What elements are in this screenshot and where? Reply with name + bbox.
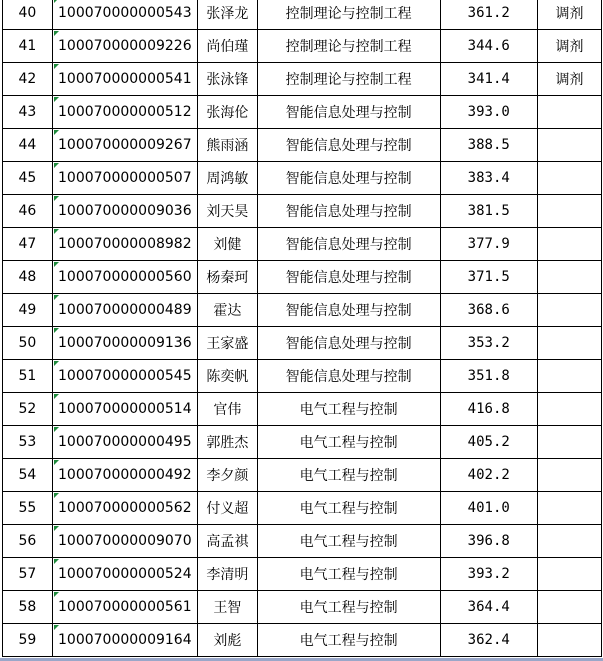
major-name: 智能信息处理与控制 — [257, 162, 440, 195]
remark — [537, 492, 601, 525]
total-score: 364.4 — [440, 591, 537, 624]
candidate-id: 100070000000561 — [52, 591, 197, 624]
major-name: 控制理论与控制工程 — [257, 63, 440, 96]
total-score: 416.8 — [440, 393, 537, 426]
remark — [537, 360, 601, 393]
candidate-id: 100070000009164 — [52, 624, 197, 657]
total-score: 362.4 — [440, 624, 537, 657]
major-name: 控制理论与控制工程 — [257, 0, 440, 30]
major-name: 智能信息处理与控制 — [257, 261, 440, 294]
candidate-name: 陈奕帆 — [197, 360, 257, 393]
candidate-id: 100070000009036 — [52, 195, 197, 228]
candidate-id: 100070000000514 — [52, 393, 197, 426]
remark — [537, 228, 601, 261]
candidate-id: 100070000000541 — [52, 63, 197, 96]
candidate-name: 刘彪 — [197, 624, 257, 657]
candidate-name: 尚伯瑾 — [197, 30, 257, 63]
major-name: 智能信息处理与控制 — [257, 294, 440, 327]
candidate-name: 刘天昊 — [197, 195, 257, 228]
total-score: 401.0 — [440, 492, 537, 525]
candidate-id: 100070000009136 — [52, 327, 197, 360]
candidate-name: 张泳锋 — [197, 63, 257, 96]
admission-table — [2, 0, 602, 657]
major-name: 控制理论与控制工程 — [257, 30, 440, 63]
candidate-id: 100070000009267 — [52, 129, 197, 162]
row-number: 48 — [3, 261, 53, 294]
row-number: 53 — [3, 426, 53, 459]
major-name: 智能信息处理与控制 — [257, 96, 440, 129]
remark — [537, 294, 601, 327]
table-row — [3, 0, 602, 30]
table-row — [3, 261, 602, 294]
remark — [537, 426, 601, 459]
table-row — [3, 228, 602, 261]
table-row — [3, 624, 602, 657]
table-row — [3, 327, 602, 360]
remark — [537, 327, 601, 360]
candidate-name: 付义超 — [197, 492, 257, 525]
candidate-id: 100070000000524 — [52, 558, 197, 591]
table-row — [3, 558, 602, 591]
major-name: 电气工程与控制 — [257, 624, 440, 657]
major-name: 智能信息处理与控制 — [257, 360, 440, 393]
table-row — [3, 96, 602, 129]
candidate-id: 100070000009070 — [52, 525, 197, 558]
table-row — [3, 591, 602, 624]
row-number: 45 — [3, 162, 53, 195]
row-number: 49 — [3, 294, 53, 327]
row-number: 57 — [3, 558, 53, 591]
candidate-name: 张泽龙 — [197, 0, 257, 30]
major-name: 电气工程与控制 — [257, 525, 440, 558]
total-score: 402.2 — [440, 459, 537, 492]
candidate-id: 100070000000512 — [52, 96, 197, 129]
table-row — [3, 63, 602, 96]
major-name: 智能信息处理与控制 — [257, 327, 440, 360]
candidate-name: 李夕颜 — [197, 459, 257, 492]
candidate-id: 100070000009226 — [52, 30, 197, 63]
table-row — [3, 492, 602, 525]
candidate-id: 100070000000562 — [52, 492, 197, 525]
candidate-id: 100070000008982 — [52, 228, 197, 261]
candidate-id: 100070000000492 — [52, 459, 197, 492]
candidate-id: 100070000000489 — [52, 294, 197, 327]
row-number: 40 — [3, 0, 53, 30]
row-number: 42 — [3, 63, 53, 96]
total-score: 383.4 — [440, 162, 537, 195]
table-row — [3, 393, 602, 426]
candidate-name: 刘健 — [197, 228, 257, 261]
table-row — [3, 195, 602, 228]
remark — [537, 459, 601, 492]
row-number: 44 — [3, 129, 53, 162]
row-number: 52 — [3, 393, 53, 426]
candidate-name: 张海伦 — [197, 96, 257, 129]
remark — [537, 129, 601, 162]
total-score: 351.8 — [440, 360, 537, 393]
major-name: 电气工程与控制 — [257, 591, 440, 624]
table-row — [3, 129, 602, 162]
total-score: 396.8 — [440, 525, 537, 558]
candidate-id: 100070000000560 — [52, 261, 197, 294]
total-score: 388.5 — [440, 129, 537, 162]
remark — [537, 393, 601, 426]
candidate-id: 100070000000543 — [52, 0, 197, 30]
table-row — [3, 294, 602, 327]
table-row — [3, 459, 602, 492]
candidate-name: 周鸿敏 — [197, 162, 257, 195]
total-score: 344.6 — [440, 30, 537, 63]
candidate-name: 霍达 — [197, 294, 257, 327]
remark — [537, 96, 601, 129]
row-number: 58 — [3, 591, 53, 624]
table-body — [3, 0, 602, 657]
total-score: 405.2 — [440, 426, 537, 459]
remark — [537, 195, 601, 228]
remark — [537, 624, 601, 657]
table-row — [3, 360, 602, 393]
total-score: 341.4 — [440, 63, 537, 96]
candidate-name: 官伟 — [197, 393, 257, 426]
candidate-id: 100070000000545 — [52, 360, 197, 393]
table-row — [3, 30, 602, 63]
total-score: 368.6 — [440, 294, 537, 327]
row-number: 50 — [3, 327, 53, 360]
row-number: 56 — [3, 525, 53, 558]
major-name: 智能信息处理与控制 — [257, 195, 440, 228]
row-number: 59 — [3, 624, 53, 657]
candidate-name: 高孟祺 — [197, 525, 257, 558]
total-score: 381.5 — [440, 195, 537, 228]
total-score: 393.2 — [440, 558, 537, 591]
major-name: 电气工程与控制 — [257, 492, 440, 525]
remark — [537, 162, 601, 195]
major-name: 智能信息处理与控制 — [257, 129, 440, 162]
candidate-name: 李清明 — [197, 558, 257, 591]
candidate-name: 王家盛 — [197, 327, 257, 360]
candidate-id: 100070000000495 — [52, 426, 197, 459]
major-name: 电气工程与控制 — [257, 558, 440, 591]
remark: 调剂 — [537, 30, 601, 63]
row-number: 55 — [3, 492, 53, 525]
row-number: 41 — [3, 30, 53, 63]
major-name: 电气工程与控制 — [257, 393, 440, 426]
candidate-id: 100070000000507 — [52, 162, 197, 195]
total-score: 361.2 — [440, 0, 537, 30]
major-name: 电气工程与控制 — [257, 426, 440, 459]
total-score: 393.0 — [440, 96, 537, 129]
row-number: 43 — [3, 96, 53, 129]
row-number: 46 — [3, 195, 53, 228]
remark: 调剂 — [537, 0, 601, 30]
major-name: 智能信息处理与控制 — [257, 228, 440, 261]
candidate-name: 郭胜杰 — [197, 426, 257, 459]
remark: 调剂 — [537, 63, 601, 96]
table-row — [3, 426, 602, 459]
remark — [537, 591, 601, 624]
table-row — [3, 525, 602, 558]
remark — [537, 525, 601, 558]
major-name: 电气工程与控制 — [257, 459, 440, 492]
remark — [537, 261, 601, 294]
total-score: 377.9 — [440, 228, 537, 261]
candidate-name: 王智 — [197, 591, 257, 624]
row-number: 54 — [3, 459, 53, 492]
total-score: 371.5 — [440, 261, 537, 294]
table-row — [3, 162, 602, 195]
remark — [537, 558, 601, 591]
row-number: 47 — [3, 228, 53, 261]
row-number: 51 — [3, 360, 53, 393]
total-score: 353.2 — [440, 327, 537, 360]
candidate-name: 熊雨涵 — [197, 129, 257, 162]
candidate-name: 杨秦珂 — [197, 261, 257, 294]
